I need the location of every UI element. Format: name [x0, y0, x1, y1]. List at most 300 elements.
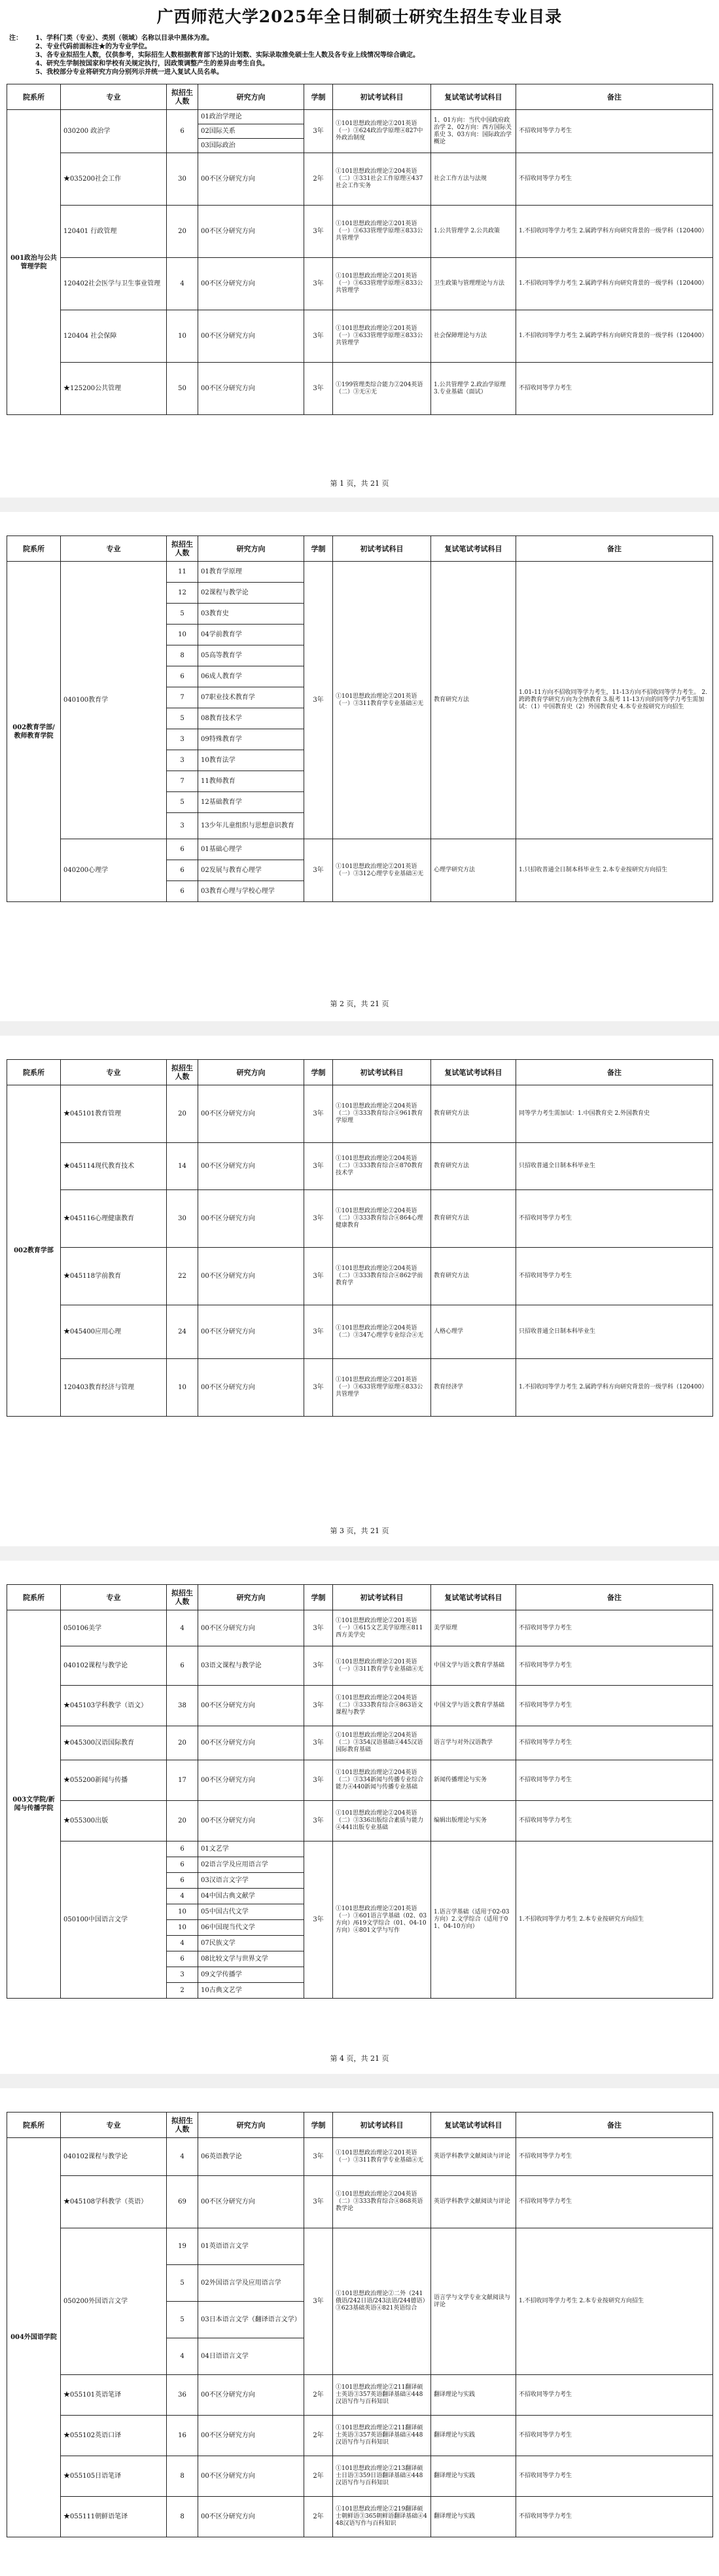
page-footer: 第 3 页，共 21 页	[330, 1527, 389, 1535]
remarks-cell: 1.只招收普通全日制本科毕业生 2.本专业按研究方向招生	[516, 839, 713, 902]
direction-cell: 03日本语言文学（翻译语言文学）	[198, 2302, 304, 2338]
exam-subjects-cell: ①101思想政治理论②219翻译硕士朝鲜语③365朝鲜语翻译基础④448汉语写作与百科知识	[333, 2497, 431, 2537]
major-cell: 120401 行政管理	[61, 206, 167, 258]
page-title: 广西师范大学2025年全日制硕士研究生招生专业目录	[156, 7, 563, 26]
direction-cell: 07职业技术教育学	[198, 687, 304, 708]
duration-cell: 3年	[304, 1248, 333, 1305]
duration-cell: 3年	[304, 1085, 333, 1143]
direction-cell: 02国际关系	[198, 124, 304, 139]
table-row	[7, 2138, 713, 2176]
quota-cell: 7	[167, 771, 198, 792]
exam-subjects-cell: ①101思想政治理论②213翻译硕士日语③359日语翻译基础④448汉语写作与百科知识	[333, 2456, 431, 2497]
quota-cell: 8	[167, 645, 198, 666]
quota-cell: 16	[167, 2416, 198, 2456]
direction-cell: 02外国语言学及应用语言学	[198, 2265, 304, 2302]
major-cell: ★045101教育管理	[61, 1085, 167, 1143]
direction-cell: 00不区分研究方向	[198, 1359, 304, 1417]
exam-subjects-cell: ①101思想政治理论②201英语（一）③311教育学专业基础④无	[333, 2138, 431, 2176]
quota-cell: 38	[167, 1686, 198, 1726]
quota-cell: 6	[167, 1873, 198, 1889]
quota-cell: 30	[167, 153, 198, 206]
duration-cell: 3年	[304, 1646, 333, 1686]
remarks-cell: 不招收同等学力考生	[516, 1760, 713, 1801]
direction-cell: 00不区分研究方向	[198, 1760, 304, 1801]
exam-subjects-cell: ①101思想政治理论②204英语（二）③347心理学专业综合④无	[333, 1305, 431, 1359]
direction-cell: 01英语语言文学	[198, 2228, 304, 2265]
direction-cell: 00不区分研究方向	[198, 2416, 304, 2456]
quota-cell: 30	[167, 1190, 198, 1248]
note-item: 3、各专业拟招生人数，仅供参考，实际招生人数根据教育部下达的计划数、实际录取推免硕士生人数及各专业上线情况等综合确定。	[35, 52, 419, 59]
quota-cell: 4	[167, 1936, 198, 1951]
exam-subjects-cell: ①101思想政治理论②204英语（二）③334新闻与传播专业综合能力④440新闻与传播专业基础	[333, 1760, 431, 1801]
page-separator	[0, 498, 719, 512]
direction-cell: 00不区分研究方向	[198, 1143, 304, 1190]
column-header: 学制	[304, 1585, 333, 1610]
column-header: 院系所	[7, 84, 61, 110]
quota-cell: 7	[167, 687, 198, 708]
table-row	[7, 1610, 713, 1646]
quota-cell: 5	[167, 2302, 198, 2338]
note-item: 5、我校部分专业将研究方向分别列示并统一进入复试人员名单。	[35, 69, 223, 76]
exam-subjects-cell: ①101思想政治理论②204英语（二）③333教育综合④863语文课程与教学	[333, 1686, 431, 1726]
remarks-cell: 不招收同等学力考生	[516, 363, 713, 415]
remarks-cell: 1.不招收同等学力考生 2.属跨学科方向研究背景的一级学科（120400）	[516, 258, 713, 310]
column-header: 拟招生人数	[167, 84, 198, 110]
direction-cell: 00不区分研究方向	[198, 1085, 304, 1143]
direction-cell: 05高等教育学	[198, 645, 304, 666]
major-cell: ★045300汉语国际教育	[61, 1726, 167, 1760]
quota-cell: 19	[167, 2228, 198, 2265]
table-row	[7, 1190, 713, 1248]
remarks-cell: 不招收同等学力考生	[516, 2375, 713, 2416]
direction-cell: 00不区分研究方向	[198, 1686, 304, 1726]
notes-label: 注：	[9, 35, 22, 42]
remarks-cell: 1.不招收同等学力考生 2.本专业按研究方向招生	[516, 1841, 713, 1999]
retest-subjects-cell: 英语学科教学文献阅读与评论	[431, 2176, 516, 2228]
exam-subjects-cell: ①101思想政治理论②204英语（二）③336出版综合素质与能力④441出版专业基础	[333, 1801, 431, 1841]
quota-cell: 10	[167, 1359, 198, 1417]
duration-cell: 3年	[304, 1686, 333, 1726]
direction-cell: 00不区分研究方向	[198, 2456, 304, 2497]
note-item: 4、研究生学制按国家和学校有关规定执行，因政策调整产生的差异由考生自负。	[35, 60, 269, 67]
column-header: 初试考试科目	[333, 536, 431, 562]
major-cell: ★045108学科教学（英语）	[61, 2176, 167, 2228]
remarks-cell: 1.不招收同等学力考生 2.本专业按研究方向招生	[516, 2228, 713, 2375]
direction-cell: 00不区分研究方向	[198, 310, 304, 363]
quota-cell: 8	[167, 2497, 198, 2537]
quota-cell: 2	[167, 1983, 198, 1999]
duration-cell: 3年	[304, 1143, 333, 1190]
duration-cell: 3年	[304, 110, 333, 153]
remarks-cell: 同等学力考生需加试：1.中国教育史 2.外国教育史	[516, 1085, 713, 1143]
remarks-cell: 1.不招收同等学力考生 2.属跨学科方向研究背景的一级学科（120400）	[516, 206, 713, 258]
duration-cell: 3年	[304, 1760, 333, 1801]
major-cell: ★055102英语口译	[61, 2416, 167, 2456]
direction-cell: 00不区分研究方向	[198, 153, 304, 206]
table-header-row	[7, 1060, 713, 1085]
table-row	[7, 310, 713, 363]
column-header: 研究方向	[198, 1060, 304, 1085]
column-header: 复试笔试考试科目	[431, 1585, 516, 1610]
direction-cell: 11教师教育	[198, 771, 304, 792]
note-item: 1、学科门类（专业）、类别（领域）名称以目录中黑体为准。	[35, 35, 213, 42]
retest-subjects-cell: 心理学研究方法	[431, 839, 516, 902]
quota-cell: 22	[167, 1248, 198, 1305]
exam-subjects-cell: ①101思想政治理论②201英语（一）③312心理学专业基础④无	[333, 839, 431, 902]
major-cell: ★055105日语笔译	[61, 2456, 167, 2497]
major-cell: ★055111朝鲜语笔译	[61, 2497, 167, 2537]
direction-cell: 00不区分研究方向	[198, 1610, 304, 1646]
direction-cell: 06英语教学论	[198, 2138, 304, 2176]
page-separator	[0, 1546, 719, 1561]
column-header: 院系所	[7, 1585, 61, 1610]
exam-subjects-cell: ①101思想政治理论②201英语（一）③311教育学专业基础④无	[333, 562, 431, 839]
exam-subjects-cell: ①101思想政治理论②204英语（二）③333教育综合④961教育学原理	[333, 1085, 431, 1143]
direction-cell: 10教育法学	[198, 750, 304, 771]
direction-cell: 03教育心理与学校心理学	[198, 881, 304, 902]
quota-cell: 4	[167, 1889, 198, 1904]
quota-cell: 5	[167, 2265, 198, 2302]
column-header: 专业	[61, 1060, 167, 1085]
major-cell: ★045118学前教育	[61, 1248, 167, 1305]
column-header: 学制	[304, 84, 333, 110]
direction-cell: 07民族文学	[198, 1936, 304, 1951]
column-header: 专业	[61, 536, 167, 562]
quota-cell: 20	[167, 206, 198, 258]
remarks-cell: 1.01-11方向不招收同等学力考生，11-13方向不招收同等学力考生。 2.跨跨教育学研究方向为全纳教育 3.报考 11-13方向的同等学力考生需加试：（1）中国教育史（2）外国教育史 4.本专业按研究方向招生	[516, 562, 713, 839]
retest-subjects-cell: 1、01方向：当代中国政府政治学 2、02方向：西方国际关系史 3、03方向：国际政治学概论	[431, 110, 516, 153]
exam-subjects-cell: ①101思想政治理论②204英语（二）③331社会工作原理④437社会工作实务	[333, 153, 431, 206]
column-header: 研究方向	[198, 536, 304, 562]
direction-cell: 06中国现当代文学	[198, 1920, 304, 1936]
retest-subjects-cell: 1.公共管理学 2.政治学原理 3.专业基础（面试）	[431, 363, 516, 415]
page-footer: 第 1 页，共 21 页	[330, 479, 389, 488]
quota-cell: 4	[167, 2138, 198, 2176]
column-header: 复试笔试考试科目	[431, 2113, 516, 2138]
major-cell: 120404 社会保障	[61, 310, 167, 363]
quota-cell: 3	[167, 729, 198, 750]
major-cell: 050106美学	[61, 1610, 167, 1646]
retest-subjects-cell: 翻译理论与实践	[431, 2497, 516, 2537]
catalog-table	[7, 1584, 713, 1999]
major-cell: 120403教育经济与管理	[61, 1359, 167, 1417]
quota-cell: 50	[167, 363, 198, 415]
retest-subjects-cell: 翻译理论与实践	[431, 2416, 516, 2456]
duration-cell: 3年	[304, 1190, 333, 1248]
direction-cell: 01教育学原理	[198, 562, 304, 583]
quota-cell: 10	[167, 310, 198, 363]
exam-subjects-cell: ①101思想政治理论②201英语（一）③311教育学专业基础④无	[333, 1646, 431, 1686]
retest-subjects-cell: 新闻传播理论与实务	[431, 1760, 516, 1801]
column-header: 研究方向	[198, 1585, 304, 1610]
column-header: 拟招生人数	[167, 2113, 198, 2138]
exam-subjects-cell: ①101思想政治理论②204英语（二）③333教育综合④870教育技术学	[333, 1143, 431, 1190]
direction-cell: 00不区分研究方向	[198, 1726, 304, 1760]
major-cell: 040102课程与教学论	[61, 1646, 167, 1686]
column-header: 研究方向	[198, 2113, 304, 2138]
column-header: 初试考试科目	[333, 1585, 431, 1610]
table-row	[7, 1646, 713, 1686]
duration-cell: 2年	[304, 2497, 333, 2537]
quota-cell: 6	[167, 666, 198, 687]
direction-cell: 01基础心理学	[198, 839, 304, 860]
duration-cell: 3年	[304, 839, 333, 902]
quota-cell: 10	[167, 625, 198, 645]
direction-cell: 00不区分研究方向	[198, 2375, 304, 2416]
exam-subjects-cell: ①101思想政治理论②201英语（一）③633管理学原理④833公共管理学	[333, 258, 431, 310]
direction-cell: 09特殊教育学	[198, 729, 304, 750]
retest-subjects-cell: 教育研究方法	[431, 1085, 516, 1143]
remarks-cell: 不招收同等学力考生	[516, 1726, 713, 1760]
quota-cell: 3	[167, 813, 198, 839]
major-cell: ★055300出版	[61, 1801, 167, 1841]
duration-cell: 2年	[304, 2416, 333, 2456]
retest-subjects-cell: 中国文学与语文教育学基础	[431, 1646, 516, 1686]
remarks-cell: 只招收普通全日制本科毕业生	[516, 1143, 713, 1190]
direction-cell: 03国际政治	[198, 139, 304, 153]
department-cell: 002教育学部	[7, 1085, 61, 1417]
direction-cell: 01文艺学	[198, 1841, 304, 1857]
quota-cell: 6	[167, 881, 198, 902]
table-header-row	[7, 1585, 713, 1610]
quota-cell: 6	[167, 839, 198, 860]
quota-cell: 20	[167, 1801, 198, 1841]
duration-cell: 2年	[304, 2456, 333, 2497]
column-header: 学制	[304, 2113, 333, 2138]
major-cell: 030200 政治学	[61, 110, 167, 153]
major-cell: ★035200社会工作	[61, 153, 167, 206]
quota-cell: 6	[167, 860, 198, 881]
column-header: 院系所	[7, 2113, 61, 2138]
exam-subjects-cell: ①101思想政治理论②二外（241俄语/242日语/243法语/244德语）③623基础英语④821英语综合	[333, 2228, 431, 2375]
quota-cell: 36	[167, 2375, 198, 2416]
note-item: 2、专业代码前面标注★的为专业学位。	[35, 43, 151, 50]
retest-subjects-cell: 教育研究方法	[431, 1143, 516, 1190]
major-cell: ★055101英语笔译	[61, 2375, 167, 2416]
page-separator	[0, 1021, 719, 1036]
column-header: 专业	[61, 2113, 167, 2138]
duration-cell: 3年	[304, 2176, 333, 2228]
catalog-table	[7, 535, 713, 902]
remarks-cell: 1.不招收同等学力考生 2.属跨学科方向研究背景的一级学科（120400）	[516, 310, 713, 363]
column-header: 备注	[516, 1060, 713, 1085]
major-cell: 040102课程与教学论	[61, 2138, 167, 2176]
direction-cell: 09文学传播学	[198, 1967, 304, 1983]
retest-subjects-cell: 社会保障理论与方法	[431, 310, 516, 363]
major-cell: 120402社会医学与卫生事业管理	[61, 258, 167, 310]
exam-subjects-cell: ①101思想政治理论②201英语（一）③615文艺美学原理④811西方美学史	[333, 1610, 431, 1646]
quota-cell: 5	[167, 792, 198, 813]
major-cell: ★045400应用心理	[61, 1305, 167, 1359]
column-header: 备注	[516, 1585, 713, 1610]
catalog-table	[7, 1059, 713, 1417]
column-header: 初试考试科目	[333, 2113, 431, 2138]
duration-cell: 3年	[304, 206, 333, 258]
retest-subjects-cell: 翻译理论与实践	[431, 2456, 516, 2497]
major-cell: 050200外国语言文学	[61, 2228, 167, 2375]
remarks-cell: 不招收同等学力考生	[516, 2497, 713, 2537]
catalog-table	[7, 84, 713, 415]
remarks-cell: 不招收同等学力考生	[516, 2456, 713, 2497]
column-header: 拟招生人数	[167, 536, 198, 562]
table-row	[7, 1085, 713, 1143]
major-cell: 040100教育学	[61, 562, 167, 839]
notes	[9, 34, 419, 77]
quota-cell: 12	[167, 583, 198, 604]
major-cell: 050100中国语言文学	[61, 1841, 167, 1999]
table-row	[7, 153, 713, 206]
direction-cell: 00不区分研究方向	[198, 2497, 304, 2537]
direction-cell: 00不区分研究方向	[198, 1305, 304, 1359]
table-row	[7, 258, 713, 310]
quota-cell: 6	[167, 1951, 198, 1967]
duration-cell: 3年	[304, 1305, 333, 1359]
quota-cell: 14	[167, 1143, 198, 1190]
table-row	[7, 1305, 713, 1359]
major-cell: ★045103学科教学（语文）	[61, 1686, 167, 1726]
retest-subjects-cell: 教育研究方法	[431, 1190, 516, 1248]
direction-cell: 00不区分研究方向	[198, 206, 304, 258]
exam-subjects-cell: ①199管理类综合能力②204英语（二）③无④无	[333, 363, 431, 415]
major-cell: ★055200新闻与传播	[61, 1760, 167, 1801]
table-row	[7, 206, 713, 258]
direction-cell: 03汉语言文字学	[198, 1873, 304, 1889]
retest-subjects-cell: 教育研究方法	[431, 1248, 516, 1305]
column-header: 拟招生人数	[167, 1585, 198, 1610]
table-header-row	[7, 2113, 713, 2138]
exam-subjects-cell: ①101思想政治理论②201英语（一）③633管理学原理④833公共管理学	[333, 206, 431, 258]
direction-cell: 00不区分研究方向	[198, 2176, 304, 2228]
exam-subjects-cell: ①101思想政治理论②211翻译硕士英语③357英语翻译基础④448汉语写作与百科知识	[333, 2375, 431, 2416]
duration-cell: 3年	[304, 1801, 333, 1841]
page-separator	[0, 2074, 719, 2088]
table-row	[7, 363, 713, 415]
retest-subjects-cell: 人格心理学	[431, 1305, 516, 1359]
retest-subjects-cell: 语言学与文学专业文献阅读与评论	[431, 2228, 516, 2375]
remarks-cell: 不招收同等学力考生	[516, 1190, 713, 1248]
quota-cell: 5	[167, 708, 198, 729]
direction-cell: 00不区分研究方向	[198, 1248, 304, 1305]
direction-cell: 10古典文艺学	[198, 1983, 304, 1999]
exam-subjects-cell: ①101思想政治理论②201英语（一）③601语言学基础（02、03方向）/619文学综合（01、04-10方向）④801文学与写作	[333, 1841, 431, 1999]
column-header: 初试考试科目	[333, 84, 431, 110]
major-cell: ★045114现代教育技术	[61, 1143, 167, 1190]
table-row	[7, 1359, 713, 1417]
remarks-cell: 不招收同等学力考生	[516, 1801, 713, 1841]
page-footer: 第 2 页，共 21 页	[330, 1000, 389, 1008]
quota-cell: 20	[167, 1085, 198, 1143]
direction-cell: 03教育史	[198, 604, 304, 625]
quota-cell: 20	[167, 1726, 198, 1760]
department-cell: 003文学院/新闻与传播学院	[7, 1610, 61, 1999]
direction-cell: 08教育技术学	[198, 708, 304, 729]
remarks-cell: 不招收同等学力考生	[516, 1248, 713, 1305]
remarks-cell: 不招收同等学力考生	[516, 1686, 713, 1726]
exam-subjects-cell: ①101思想政治理论②204英语（二）③333教育综合④864心理健康教育	[333, 1190, 431, 1248]
remarks-cell: 不招收同等学力考生	[516, 110, 713, 153]
column-header: 复试笔试考试科目	[431, 84, 516, 110]
table-row	[7, 1760, 713, 1801]
table-header-row	[7, 536, 713, 562]
retest-subjects-cell: 教育研究方法	[431, 562, 516, 839]
column-header: 备注	[516, 536, 713, 562]
column-header: 学制	[304, 1060, 333, 1085]
retest-subjects-cell: 中国文学与语文教育学基础	[431, 1686, 516, 1726]
column-header: 专业	[61, 84, 167, 110]
table-row	[7, 1726, 713, 1760]
quota-cell: 6	[167, 1841, 198, 1857]
direction-cell: 05中国古代文学	[198, 1904, 304, 1920]
quota-cell: 10	[167, 1920, 198, 1936]
duration-cell: 2年	[304, 2375, 333, 2416]
duration-cell: 3年	[304, 1726, 333, 1760]
column-header: 研究方向	[198, 84, 304, 110]
quota-cell: 24	[167, 1305, 198, 1359]
column-header: 院系所	[7, 1060, 61, 1085]
direction-cell: 00不区分研究方向	[198, 258, 304, 310]
column-header: 拟招生人数	[167, 1060, 198, 1085]
table-header-row	[7, 84, 713, 110]
duration-cell: 3年	[304, 2228, 333, 2375]
retest-subjects-cell: 语言学与对外汉语教学	[431, 1726, 516, 1760]
exam-subjects-cell: ①101思想政治理论②204英语（二）③354汉语基础④445汉语国际教育基础	[333, 1726, 431, 1760]
exam-subjects-cell: ①101思想政治理论②201英语（一）③633管理学原理④833公共管理学	[333, 310, 431, 363]
direction-cell: 12基础教育学	[198, 792, 304, 813]
major-cell: ★045116心理健康教育	[61, 1190, 167, 1248]
page-footer: 第 4 页，共 21 页	[330, 2054, 389, 2063]
quota-cell: 4	[167, 2338, 198, 2375]
duration-cell: 3年	[304, 310, 333, 363]
direction-cell: 06成人教育学	[198, 666, 304, 687]
direction-cell: 08比较文学与世界文学	[198, 1951, 304, 1967]
table-row	[7, 110, 713, 124]
table-row	[7, 1841, 713, 1857]
retest-subjects-cell: 翻译理论与实践	[431, 2375, 516, 2416]
duration-cell: 2年	[304, 153, 333, 206]
department-cell: 002教育学部/教师教育学院	[7, 562, 61, 902]
exam-subjects-cell: ①101思想政治理论②204英语（二）③333教育综合④868英语教学论	[333, 2176, 431, 2228]
direction-cell: 02课程与教学论	[198, 583, 304, 604]
remarks-cell: 不招收同等学力考生	[516, 2138, 713, 2176]
duration-cell: 3年	[304, 258, 333, 310]
table-row	[7, 2416, 713, 2456]
remarks-cell: 只招收普通全日制本科毕业生	[516, 1305, 713, 1359]
direction-cell: 00不区分研究方向	[198, 363, 304, 415]
column-header: 备注	[516, 84, 713, 110]
retest-subjects-cell: 1.公共管理学 2.公共政策	[431, 206, 516, 258]
direction-cell: 04日语语言文学	[198, 2338, 304, 2375]
duration-cell: 3年	[304, 2138, 333, 2176]
remarks-cell: 不招收同等学力考生	[516, 2416, 713, 2456]
retest-subjects-cell: 美学原理	[431, 1610, 516, 1646]
column-header: 院系所	[7, 536, 61, 562]
column-header: 备注	[516, 2113, 713, 2138]
table-row	[7, 2228, 713, 2265]
quota-cell: 4	[167, 258, 198, 310]
direction-cell: 13少年儿童组织与思想意识教育	[198, 813, 304, 839]
direction-cell: 04学前教育学	[198, 625, 304, 645]
column-header: 复试笔试考试科目	[431, 1060, 516, 1085]
department-cell: 004外国语学院	[7, 2138, 61, 2537]
quota-cell: 11	[167, 562, 198, 583]
table-row	[7, 839, 713, 860]
retest-subjects-cell: 社会工作方法与法规	[431, 153, 516, 206]
duration-cell: 3年	[304, 1841, 333, 1999]
quota-cell: 3	[167, 1967, 198, 1983]
table-row	[7, 2456, 713, 2497]
table-row	[7, 562, 713, 583]
table-row	[7, 2375, 713, 2416]
